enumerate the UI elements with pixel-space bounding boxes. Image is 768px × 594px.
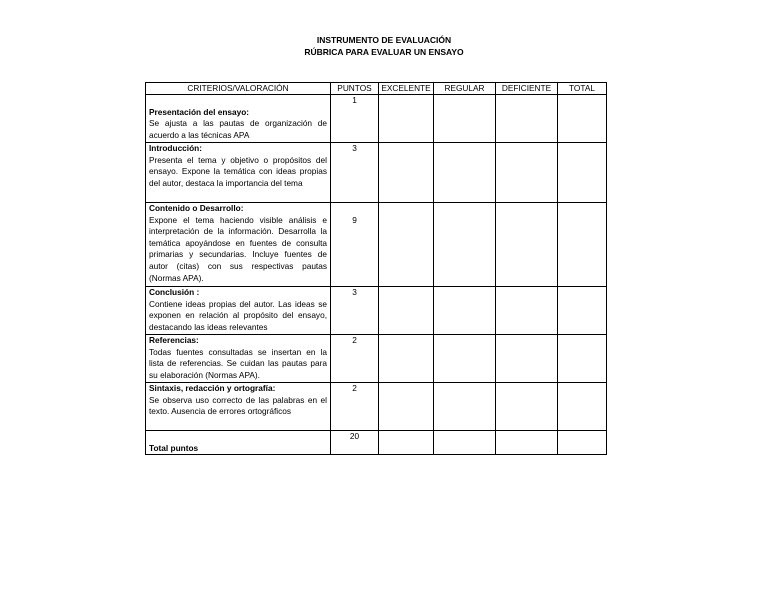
- criterion-name: Presentación del ensayo:: [149, 106, 250, 117]
- regular-cell: [434, 335, 496, 383]
- table-row: [146, 95, 607, 143]
- total-cell: [558, 203, 607, 287]
- deficiente-cell: [496, 95, 558, 143]
- table-row: [146, 335, 607, 383]
- points-value: 9: [352, 214, 357, 225]
- regular-cell: [434, 203, 496, 287]
- points-cell: 2: [331, 335, 379, 383]
- criterion-name: Referencias:: [149, 335, 199, 345]
- regular-cell: [434, 431, 496, 455]
- total-cell: [558, 431, 607, 455]
- points-cell: 1: [331, 95, 379, 143]
- criterion-cell: [146, 383, 331, 431]
- criterion-cell: [146, 287, 331, 335]
- regular-cell: [434, 287, 496, 335]
- regular-cell: [434, 95, 496, 143]
- criterion-description: Contiene ideas propias del autor. Las ideas se exponen en relación al propósito del ensayo, destacando las ideas relevantes: [149, 298, 327, 332]
- header-puntos: PUNTOS: [331, 83, 379, 95]
- header-row: [146, 83, 607, 95]
- document-title: [0, 34, 768, 58]
- total-row: [146, 431, 607, 455]
- points-cell: 3: [331, 143, 379, 203]
- criterion-description: Se ajusta a las pautas de organización de acuerdo a las técnicas APA: [149, 118, 327, 140]
- regular-cell: [434, 383, 496, 431]
- points-cell: 3: [331, 287, 379, 335]
- deficiente-cell: [496, 335, 558, 383]
- total-cell: [558, 335, 607, 383]
- deficiente-cell: [496, 143, 558, 203]
- header-total: TOTAL: [558, 83, 607, 95]
- title-line-1: INSTRUMENTO DE EVALUACIÓN: [316, 35, 452, 45]
- rubric-table: [145, 82, 607, 455]
- criterion-cell: [146, 143, 331, 203]
- criterion-description: Expone el tema haciendo visible análisis e interpretación de la información. Desarrolla la temática apoyándose en fuentes de consulta primarias y secundarias. Incluye fuentes de autor (citas) con sus respectivas pautas (Normas APA).: [149, 214, 327, 283]
- criterion-cell: [146, 95, 331, 143]
- total-cell: [558, 383, 607, 431]
- table-row: [146, 383, 607, 431]
- total-cell: [558, 95, 607, 143]
- criterion-name: Sintaxis, redacción y ortografía:: [149, 383, 276, 393]
- total-cell: [558, 287, 607, 335]
- excelente-cell: [379, 335, 434, 383]
- deficiente-cell: [496, 287, 558, 335]
- deficiente-cell: [496, 383, 558, 431]
- table-row: [146, 143, 607, 203]
- table-row: [146, 203, 607, 287]
- criterion-name: Contenido o Desarrollo:: [149, 203, 244, 213]
- criterion-cell: [146, 203, 331, 287]
- criterion-description: Todas fuentes consultadas se insertan en la lista de referencias. Se cuidan las pautas para su elaboración (Normas APA).: [149, 346, 327, 380]
- header-regular: REGULAR: [434, 83, 496, 95]
- total-label: Total puntos: [149, 442, 199, 453]
- total-cell: [558, 143, 607, 203]
- criterion-cell: [146, 335, 331, 383]
- criterion-description: Presenta el tema y objetivo o propósitos del ensayo. Expone la temática con ideas propias del autor, destaca la importancia del tema: [149, 154, 327, 188]
- criterion-name: Conclusión :: [149, 287, 200, 297]
- criterion-name: Introducción:: [149, 143, 203, 153]
- total-points-cell: 20: [331, 431, 379, 455]
- points-cell: 2: [331, 383, 379, 431]
- header-excelente: EXCELENTE: [379, 83, 434, 95]
- excelente-cell: [379, 203, 434, 287]
- deficiente-cell: [496, 431, 558, 455]
- excelente-cell: [379, 431, 434, 455]
- header-criterios: CRITERIOS/VALORACIÓN: [146, 83, 331, 95]
- excelente-cell: [379, 383, 434, 431]
- deficiente-cell: [496, 203, 558, 287]
- regular-cell: [434, 143, 496, 203]
- points-cell: [331, 203, 379, 287]
- excelente-cell: [379, 95, 434, 143]
- header-deficiente: DEFICIENTE: [496, 83, 558, 95]
- excelente-cell: [379, 143, 434, 203]
- title-line-2: RÚBRICA PARA EVALUAR UN ENSAYO: [304, 47, 464, 57]
- total-label-cell: [146, 431, 331, 455]
- excelente-cell: [379, 287, 434, 335]
- criterion-description: Se observa uso correcto de las palabras en el texto. Ausencia de errores ortográficos: [149, 394, 327, 417]
- table-row: [146, 287, 607, 335]
